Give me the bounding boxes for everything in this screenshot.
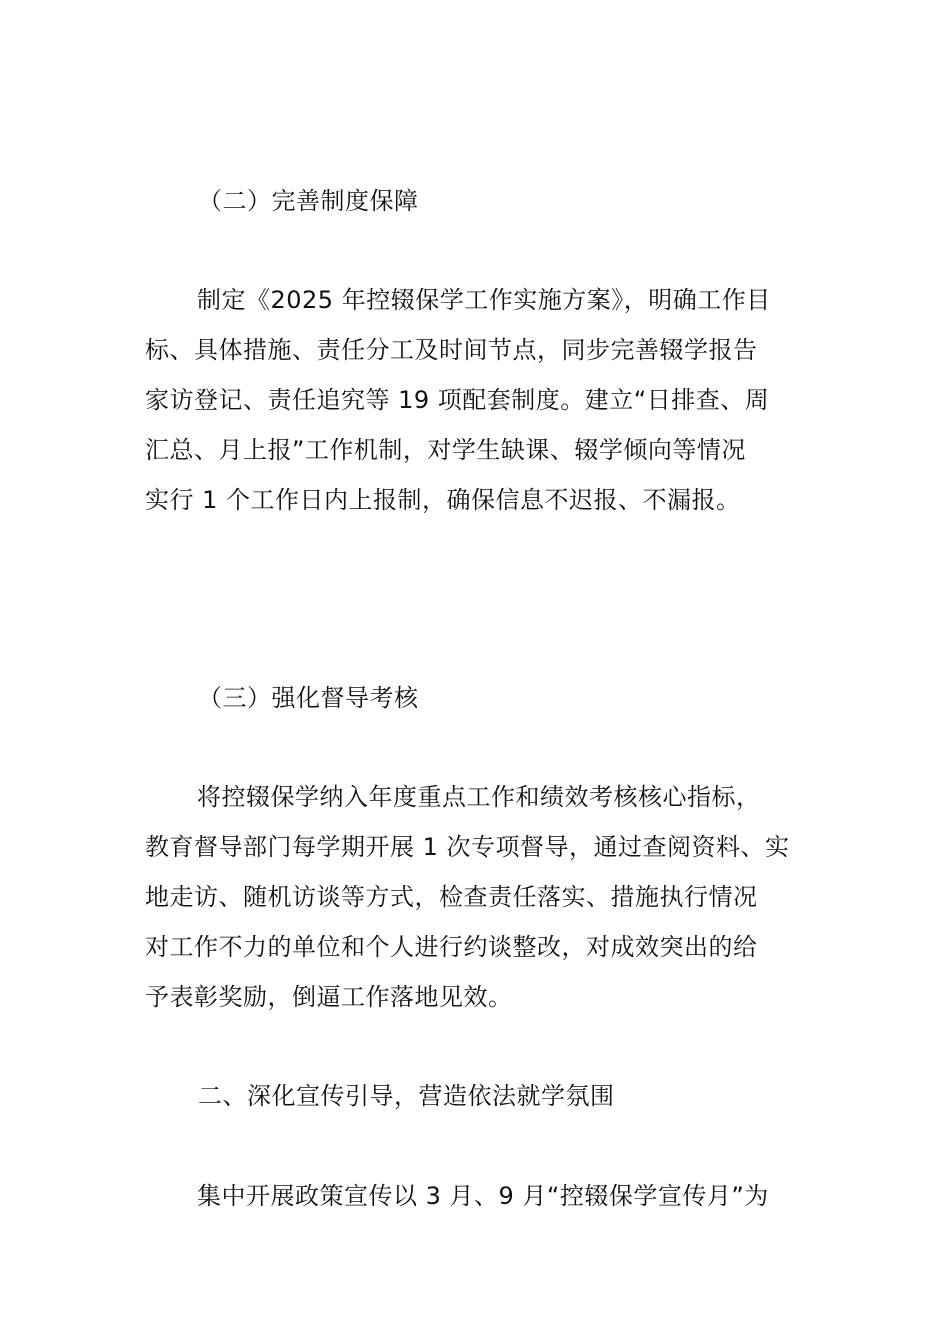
paragraph-line: 标、具体措施、责任分工及时间节点，同步完善辍学报告 <box>145 336 758 364</box>
part-2-heading: 二、深化宣传引导，营造依法就学氛围 <box>198 1082 615 1110</box>
paragraph-line: 教育督导部门每学期开展 1 次专项督导，通过查阅资料、实 <box>145 833 790 861</box>
paragraph-line: 汇总、月上报”工作机制，对学生缺课、辍学倾向等情况 <box>145 436 746 464</box>
paragraph-line: 集中开展政策宣传以 3 月、9 月“控辍保学宣传月”为 <box>197 1182 769 1210</box>
section-2-paragraph <box>145 275 810 525</box>
paragraph-line: 将控辍保学纳入年度重点工作和绩效考核核心指标， <box>197 783 761 811</box>
section-2-heading: （二）完善制度保障 <box>198 187 419 215</box>
section-3-paragraph <box>145 772 810 1022</box>
paragraph-line: 地走访、随机访谈等方式，检查责任落实、措施执行情况 <box>145 883 758 911</box>
paragraph-line: 制定《2025 年控辍保学工作实施方案》，明确工作目 <box>197 286 771 314</box>
section-3-heading: （三）强化督导考核 <box>198 684 419 712</box>
paragraph-line: 予表彰奖励，倒逼工作落地见效。 <box>145 983 513 1011</box>
paragraph-line: 实行 1 个工作日内上报制，确保信息不迟报、不漏报。 <box>145 486 741 514</box>
part-2-paragraph <box>145 1171 810 1221</box>
paragraph-line: 家访登记、责任追究等 19 项配套制度。建立“日排查、周 <box>145 386 770 414</box>
paragraph-line: 对工作不力的单位和个人进行约谈整改，对成效突出的给 <box>145 933 758 961</box>
